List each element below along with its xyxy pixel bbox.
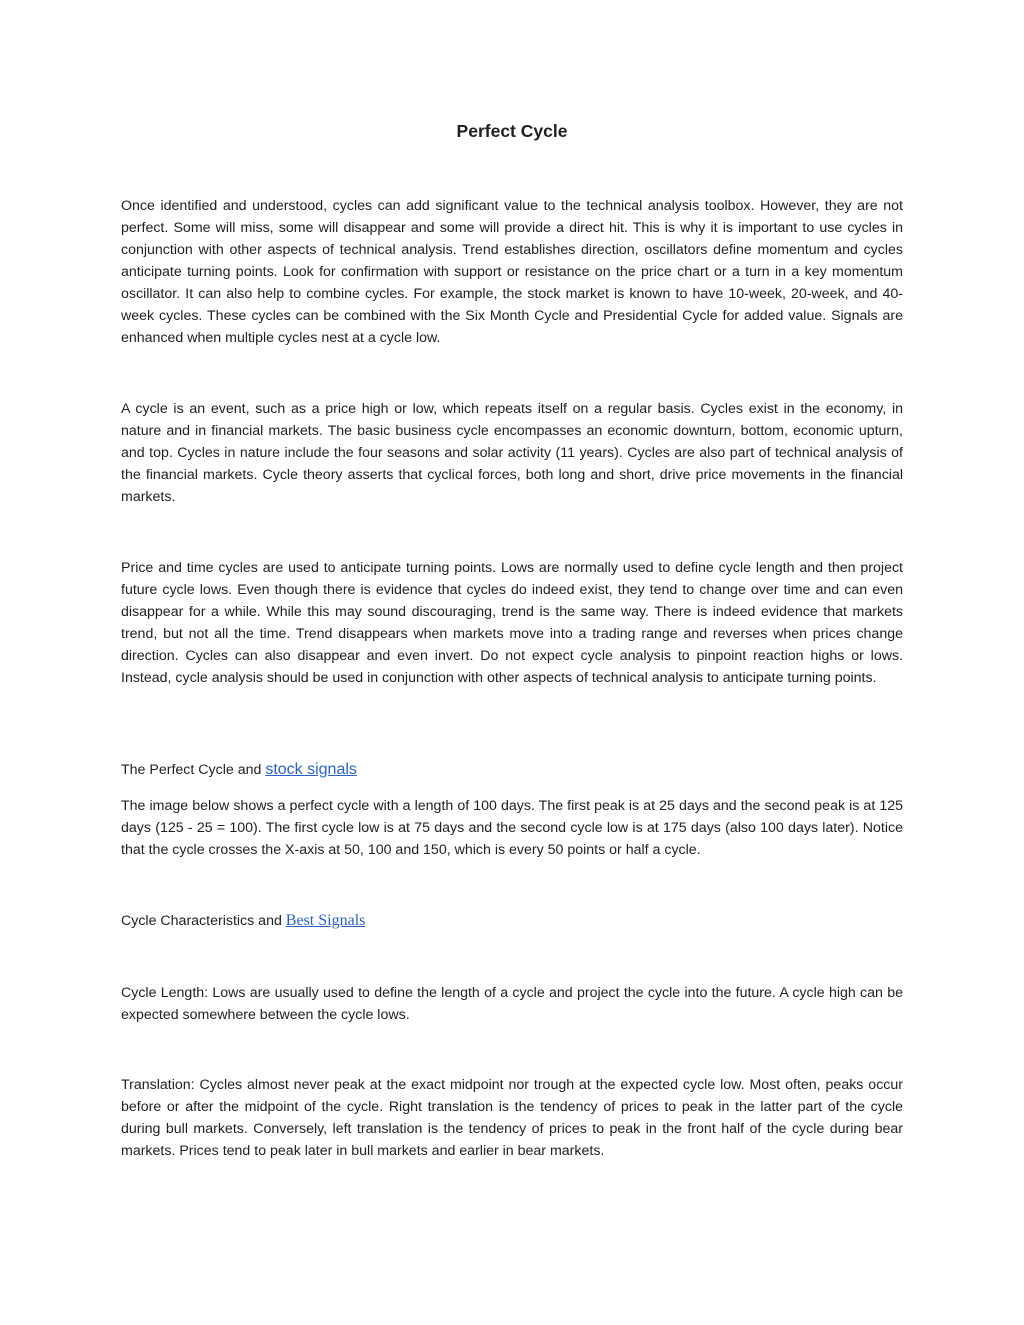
section-heading-cycle-characteristics: [121, 910, 903, 932]
paragraph-cycle-length: Cycle Length: Lows are usually used to define the length of a cycle and project the cycle into the future. A cycle high can be expected somewhere between the cycle lows.: [121, 985, 903, 1023]
paragraph-cycle-definition: A cycle is an event, such as a price high or low, which repeats itself on a regular basis. Cycles exist in the economy, in nature and in financial markets. The basic business cycle encompasses an economic downturn, bottom, economic upturn, and top. Cycles in nature include the four seasons and solar activity (11 years). Cycles are also part of technical analysis of the financial markets. Cycle theory asserts that cyclical forces, both long and short, drive price movements in the financial markets.: [121, 401, 903, 505]
stock-signals-link[interactable]: stock signals: [265, 761, 357, 778]
paragraph-perfect-cycle-description: The image below shows a perfect cycle with a length of 100 days. The first peak is at 25 days and the second peak is at 125 days (125 - 25 = 100). The first cycle low is at 75 days and the second cycle low is at 175 days (also 100 days later). Notice that the cycle crosses the X-axis at 50, 100 and 150, which is every 50 points or half a cycle.: [121, 798, 903, 858]
paragraph-intro: Once identified and understood, cycles can add significant value to the technical analysis toolbox. However, they are not perfect. Some will miss, some will disappear and some will provide a direct hit. This is why it is important to use cycles in conjunction with other aspects of technical analysis. Trend establishes direction, oscillators define momentum and cycles anticipate turning points. Look for confirmation with support or resistance on the price chart or a turn in a key momentum oscillator. It can also help to combine cycles. For example, the stock market is known to have 10-week, 20-week, and 40-week cycles. These cycles can be combined with the Six Month Cycle and Presidential Cycle for added value. Signals are enhanced when multiple cycles nest at a cycle low.: [121, 198, 903, 346]
best-signals-link[interactable]: Best Signals: [285, 912, 366, 929]
section-heading-text: The Perfect Cycle and: [121, 762, 266, 778]
paragraph-price-time-cycles: Price and time cycles are used to anticipate turning points. Lows are normally used to define cycle length and then project future cycle lows. Even though there is evidence that cycles do indeed exist, they tend to change over time and can even disappear for a while. While this may sound discouraging, trend is the same way. There is indeed evidence that markets trend, but not all the time. Trend disappears when markets move into a trading range and reverses when prices change direction. Cycles can also disappear and even invert. Do not expect cycle analysis to pinpoint reaction highs or lows. Instead, cycle analysis should be used in conjunction with other aspects of technical analysis to anticipate turning points.: [121, 560, 903, 686]
page-title: Perfect Cycle: [456, 121, 568, 141]
section-heading-perfect-cycle: [121, 759, 903, 781]
paragraph-translation: Translation: Cycles almost never peak at the exact midpoint nor trough at the expected cycle low. Most often, peaks occur before or after the midpoint of the cycle. Right translation is the tendency of prices to peak in the latter part of the cycle during bull markets. Conversely, left translation is the tendency of prices to peak in the front half of the cycle during bear markets. Prices tend to peak later in bull markets and earlier in bear markets.: [121, 1077, 903, 1159]
section-heading-text: Cycle Characteristics and: [121, 913, 286, 929]
